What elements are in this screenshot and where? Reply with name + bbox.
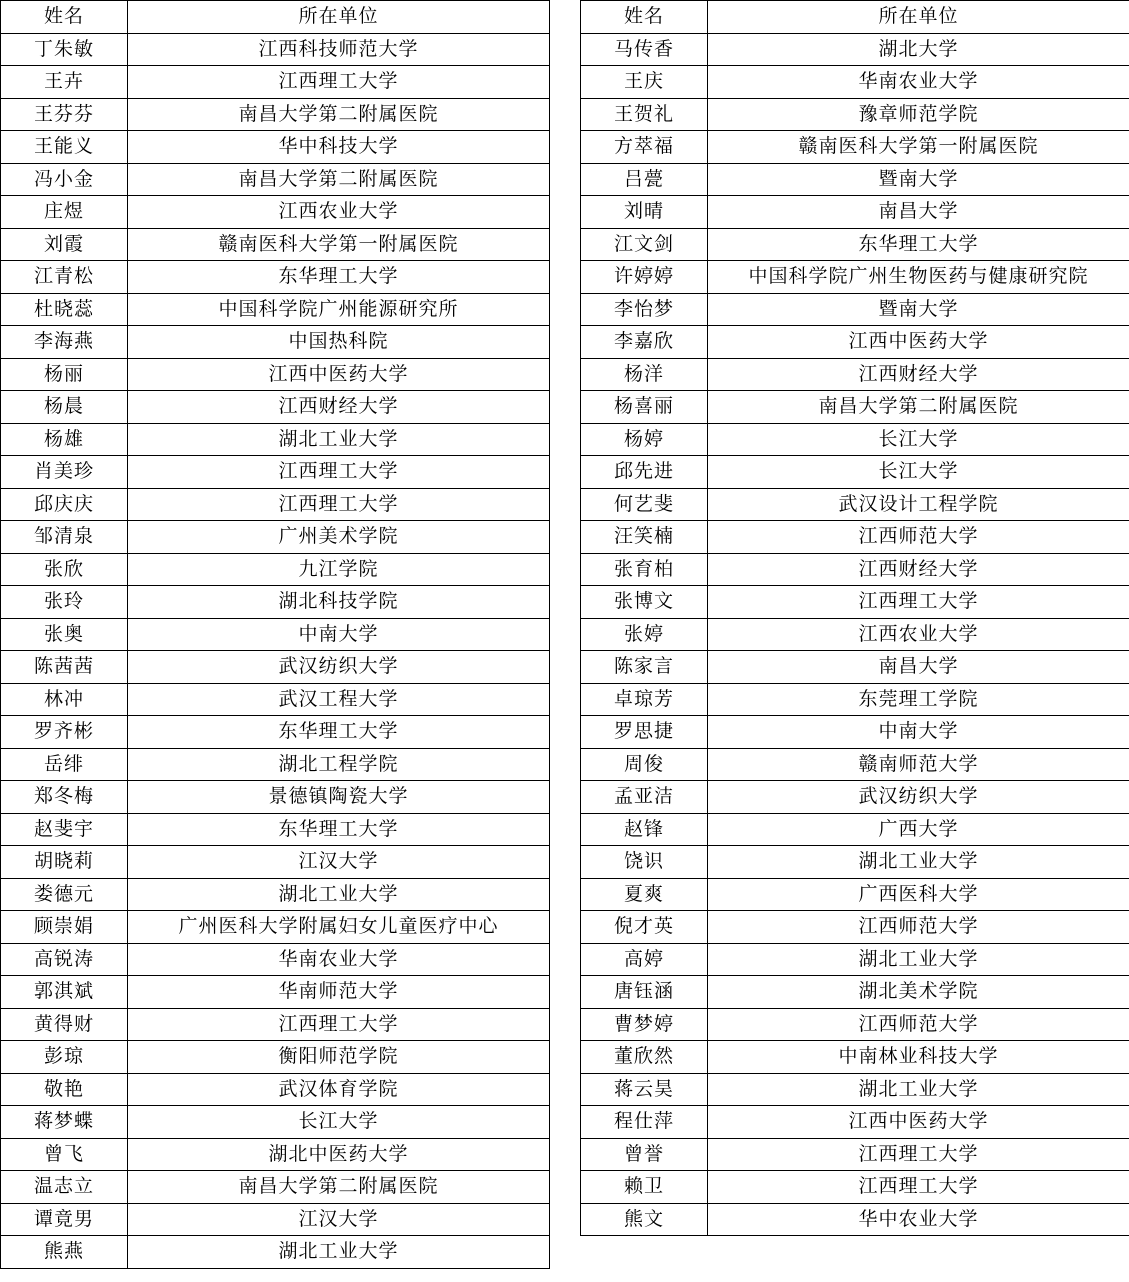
table-row — [1, 1106, 550, 1139]
header-row — [1, 1, 550, 34]
person-name-cell: 林冲 — [1, 683, 128, 716]
table-row — [581, 261, 1129, 294]
affiliation-cell: 东华理工大学 — [708, 228, 1129, 261]
person-name-cell: 吕甍 — [581, 163, 708, 196]
table-row — [1, 423, 550, 456]
person-name-cell: 刘霞 — [1, 228, 128, 261]
person-name-cell: 方萃福 — [581, 131, 708, 164]
person-name-cell: 饶识 — [581, 846, 708, 879]
affiliation-cell: 南昌大学 — [708, 196, 1129, 229]
table-row — [1, 683, 550, 716]
person-name-cell: 倪才英 — [581, 911, 708, 944]
affiliation-cell: 景德镇陶瓷大学 — [128, 781, 550, 814]
person-name-cell: 杨婷 — [581, 423, 708, 456]
affiliation-cell: 江汉大学 — [128, 1203, 550, 1236]
affiliation-cell: 湖北中医药大学 — [128, 1138, 550, 1171]
affiliation-cell: 南昌大学第二附属医院 — [128, 98, 550, 131]
affiliation-cell: 江西理工大学 — [708, 586, 1129, 619]
table-row — [581, 911, 1129, 944]
affiliation-cell: 广州医科大学附属妇女儿童医疗中心 — [128, 911, 550, 944]
affiliation-cell: 南昌大学第二附属医院 — [128, 163, 550, 196]
header-row — [581, 1, 1129, 34]
table-row — [1, 33, 550, 66]
person-name-cell: 邱先进 — [581, 456, 708, 489]
table-row — [1, 66, 550, 99]
person-name-cell: 庄煜 — [1, 196, 128, 229]
affiliation-cell: 湖北工业大学 — [708, 1073, 1129, 1106]
affiliation-cell: 中国科学院广州能源研究所 — [128, 293, 550, 326]
table-row — [1, 748, 550, 781]
affiliation-cell: 江西中医药大学 — [128, 358, 550, 391]
table-row — [581, 846, 1129, 879]
table-row — [1, 553, 550, 586]
person-name-cell: 李怡梦 — [581, 293, 708, 326]
person-name-cell: 夏爽 — [581, 878, 708, 911]
affiliation-cell: 湖北美术学院 — [708, 976, 1129, 1009]
table-row — [1, 358, 550, 391]
affiliation-cell: 湖北工业大学 — [128, 1236, 550, 1269]
table-row — [1, 781, 550, 814]
person-name-cell: 何艺斐 — [581, 488, 708, 521]
person-name-cell: 王庆 — [581, 66, 708, 99]
affiliation-cell: 中国科学院广州生物医药与健康研究院 — [708, 261, 1129, 294]
table-row — [1, 846, 550, 879]
affiliation-cell: 江西理工大学 — [708, 1138, 1129, 1171]
affiliation-cell: 中国热科院 — [128, 326, 550, 359]
person-name-cell: 杨喜丽 — [581, 391, 708, 424]
affiliation-cell: 江西中医药大学 — [708, 1106, 1129, 1139]
unit-column-header: 所在单位 — [708, 1, 1129, 34]
table-row — [1, 716, 550, 749]
affiliation-cell: 赣南医科大学第一附属医院 — [708, 131, 1129, 164]
person-name-cell: 张婷 — [581, 618, 708, 651]
affiliation-cell: 武汉设计工程学院 — [708, 488, 1129, 521]
person-name-cell: 王能义 — [1, 131, 128, 164]
person-name-cell: 高锐涛 — [1, 943, 128, 976]
person-name-cell: 杜晓蕊 — [1, 293, 128, 326]
affiliation-cell: 江汉大学 — [128, 846, 550, 879]
person-name-cell: 杨洋 — [581, 358, 708, 391]
left-roster-table — [0, 0, 550, 1269]
table-row — [581, 748, 1129, 781]
table-row — [581, 521, 1129, 554]
person-name-cell: 温志立 — [1, 1171, 128, 1204]
affiliation-cell: 湖北工业大学 — [128, 423, 550, 456]
table-row — [581, 131, 1129, 164]
affiliation-cell: 东华理工大学 — [128, 261, 550, 294]
affiliation-cell: 江西农业大学 — [128, 196, 550, 229]
unit-column-header: 所在单位 — [128, 1, 550, 34]
table-row — [1, 813, 550, 846]
table-row — [581, 943, 1129, 976]
table-row — [581, 651, 1129, 684]
affiliation-cell: 江西科技师范大学 — [128, 33, 550, 66]
affiliation-cell: 广州美术学院 — [128, 521, 550, 554]
affiliation-cell: 华南农业大学 — [708, 66, 1129, 99]
table-row — [1, 293, 550, 326]
table-row — [581, 1203, 1129, 1236]
person-name-cell: 孟亚洁 — [581, 781, 708, 814]
table-row — [581, 1073, 1129, 1106]
person-name-cell: 罗齐彬 — [1, 716, 128, 749]
affiliation-cell: 东华理工大学 — [128, 813, 550, 846]
table-row — [581, 326, 1129, 359]
affiliation-cell: 华中农业大学 — [708, 1203, 1129, 1236]
affiliation-cell: 江西理工大学 — [708, 1171, 1129, 1204]
person-name-cell: 罗思捷 — [581, 716, 708, 749]
affiliation-cell: 湖北工程学院 — [128, 748, 550, 781]
person-name-cell: 刘晴 — [581, 196, 708, 229]
person-name-cell: 丁朱敏 — [1, 33, 128, 66]
table-row — [581, 1008, 1129, 1041]
person-name-cell: 张博文 — [581, 586, 708, 619]
table-row — [581, 878, 1129, 911]
person-name-cell: 江青松 — [1, 261, 128, 294]
affiliation-cell: 湖北工业大学 — [708, 943, 1129, 976]
person-name-cell: 王贺礼 — [581, 98, 708, 131]
affiliation-cell: 赣南医科大学第一附属医院 — [128, 228, 550, 261]
table-row — [581, 488, 1129, 521]
affiliation-cell: 暨南大学 — [708, 293, 1129, 326]
table-row — [1, 488, 550, 521]
table-row — [1, 651, 550, 684]
affiliation-cell: 江西师范大学 — [708, 1008, 1129, 1041]
person-name-cell: 曾誉 — [581, 1138, 708, 1171]
table-row — [581, 196, 1129, 229]
person-name-cell: 邱庆庆 — [1, 488, 128, 521]
table-row — [1, 98, 550, 131]
table-row — [1, 911, 550, 944]
affiliation-cell: 南昌大学第二附属医院 — [708, 391, 1129, 424]
table-row — [581, 358, 1129, 391]
table-row — [1, 391, 550, 424]
affiliation-cell: 暨南大学 — [708, 163, 1129, 196]
affiliation-cell: 湖北科技学院 — [128, 586, 550, 619]
affiliation-cell: 江西师范大学 — [708, 911, 1129, 944]
person-name-cell: 顾崇娟 — [1, 911, 128, 944]
person-name-cell: 汪笑楠 — [581, 521, 708, 554]
person-name-cell: 李海燕 — [1, 326, 128, 359]
affiliation-cell: 江西财经大学 — [128, 391, 550, 424]
right-roster-table — [580, 0, 1129, 1236]
table-row — [1, 878, 550, 911]
affiliation-cell: 长江大学 — [128, 1106, 550, 1139]
affiliation-cell: 江西理工大学 — [128, 488, 550, 521]
affiliation-cell: 九江学院 — [128, 553, 550, 586]
affiliation-cell: 豫章师范学院 — [708, 98, 1129, 131]
person-name-cell: 程仕萍 — [581, 1106, 708, 1139]
person-name-cell: 赖卫 — [581, 1171, 708, 1204]
table-row — [1, 618, 550, 651]
person-name-cell: 赵锋 — [581, 813, 708, 846]
person-name-cell: 陈茜茜 — [1, 651, 128, 684]
person-name-cell: 杨丽 — [1, 358, 128, 391]
affiliation-cell: 中南林业科技大学 — [708, 1041, 1129, 1074]
table-row — [1, 1138, 550, 1171]
person-name-cell: 卓琼芳 — [581, 683, 708, 716]
affiliation-cell: 东华理工大学 — [128, 716, 550, 749]
affiliation-cell: 武汉纺织大学 — [708, 781, 1129, 814]
person-name-cell: 曹梦婷 — [581, 1008, 708, 1041]
person-name-cell: 肖美珍 — [1, 456, 128, 489]
person-name-cell: 张奥 — [1, 618, 128, 651]
affiliation-cell: 华中科技大学 — [128, 131, 550, 164]
person-name-cell: 王芬芬 — [1, 98, 128, 131]
table-row — [581, 586, 1129, 619]
affiliation-cell: 湖北工业大学 — [128, 878, 550, 911]
affiliation-cell: 湖北工业大学 — [708, 846, 1129, 879]
affiliation-cell: 武汉纺织大学 — [128, 651, 550, 684]
person-name-cell: 黄得财 — [1, 1008, 128, 1041]
affiliation-cell: 中南大学 — [708, 716, 1129, 749]
affiliation-cell: 江西理工大学 — [128, 456, 550, 489]
affiliation-cell: 武汉体育学院 — [128, 1073, 550, 1106]
affiliation-cell: 华南师范大学 — [128, 976, 550, 1009]
name-column-header: 姓名 — [1, 1, 128, 34]
affiliation-cell: 江西理工大学 — [128, 1008, 550, 1041]
table-row — [581, 813, 1129, 846]
table-row — [1, 1073, 550, 1106]
person-name-cell: 蒋梦蝶 — [1, 1106, 128, 1139]
table-row — [581, 66, 1129, 99]
person-name-cell: 杨雄 — [1, 423, 128, 456]
person-name-cell: 许婷婷 — [581, 261, 708, 294]
table-row — [1, 261, 550, 294]
table-row — [581, 1171, 1129, 1204]
name-column-header: 姓名 — [581, 1, 708, 34]
table-row — [1, 943, 550, 976]
person-name-cell: 蒋云昊 — [581, 1073, 708, 1106]
affiliation-cell: 长江大学 — [708, 423, 1129, 456]
table-row — [581, 98, 1129, 131]
table-row — [1, 1171, 550, 1204]
table-row — [581, 976, 1129, 1009]
table-row — [581, 618, 1129, 651]
table-row — [1, 1236, 550, 1269]
table-row — [581, 163, 1129, 196]
affiliation-cell: 长江大学 — [708, 456, 1129, 489]
person-name-cell: 曾飞 — [1, 1138, 128, 1171]
person-name-cell: 娄德元 — [1, 878, 128, 911]
person-name-cell: 周俊 — [581, 748, 708, 781]
affiliation-cell: 江西师范大学 — [708, 521, 1129, 554]
table-row — [1, 1041, 550, 1074]
table-row — [581, 423, 1129, 456]
person-name-cell: 熊文 — [581, 1203, 708, 1236]
affiliation-cell: 湖北大学 — [708, 33, 1129, 66]
person-name-cell: 陈家言 — [581, 651, 708, 684]
table-row — [1, 521, 550, 554]
affiliation-cell: 江西农业大学 — [708, 618, 1129, 651]
person-name-cell: 李嘉欣 — [581, 326, 708, 359]
table-row — [1, 976, 550, 1009]
person-name-cell: 张欣 — [1, 553, 128, 586]
table-row — [1, 326, 550, 359]
table-row — [581, 1138, 1129, 1171]
person-name-cell: 杨晨 — [1, 391, 128, 424]
person-name-cell: 董欣然 — [581, 1041, 708, 1074]
affiliation-cell: 武汉工程大学 — [128, 683, 550, 716]
table-row — [581, 1041, 1129, 1074]
table-row — [581, 391, 1129, 424]
person-name-cell: 马传香 — [581, 33, 708, 66]
table-row — [1, 131, 550, 164]
table-row — [581, 293, 1129, 326]
affiliation-cell: 南昌大学第二附属医院 — [128, 1171, 550, 1204]
person-name-cell: 郑冬梅 — [1, 781, 128, 814]
affiliation-cell: 江西财经大学 — [708, 358, 1129, 391]
affiliation-cell: 南昌大学 — [708, 651, 1129, 684]
person-name-cell: 张玲 — [1, 586, 128, 619]
person-name-cell: 张育柏 — [581, 553, 708, 586]
table-row — [581, 456, 1129, 489]
person-name-cell: 郭淇斌 — [1, 976, 128, 1009]
affiliation-cell: 广西大学 — [708, 813, 1129, 846]
affiliation-cell: 江西财经大学 — [708, 553, 1129, 586]
table-row — [1, 228, 550, 261]
table-row — [1, 586, 550, 619]
person-name-cell: 江文剑 — [581, 228, 708, 261]
table-row — [1, 1008, 550, 1041]
person-name-cell: 高婷 — [581, 943, 708, 976]
table-row — [581, 228, 1129, 261]
table-row — [581, 33, 1129, 66]
person-name-cell: 胡晓莉 — [1, 846, 128, 879]
affiliation-cell: 广西医科大学 — [708, 878, 1129, 911]
affiliation-cell: 衡阳师范学院 — [128, 1041, 550, 1074]
person-name-cell: 岳绯 — [1, 748, 128, 781]
person-name-cell: 唐钰涵 — [581, 976, 708, 1009]
person-name-cell: 邹清泉 — [1, 521, 128, 554]
table-row — [1, 163, 550, 196]
affiliation-cell: 江西中医药大学 — [708, 326, 1129, 359]
person-name-cell: 赵斐宇 — [1, 813, 128, 846]
table-row — [1, 456, 550, 489]
affiliation-cell: 赣南师范大学 — [708, 748, 1129, 781]
person-name-cell: 熊燕 — [1, 1236, 128, 1269]
person-name-cell: 彭琼 — [1, 1041, 128, 1074]
affiliation-cell: 江西理工大学 — [128, 66, 550, 99]
table-row — [581, 716, 1129, 749]
affiliation-cell: 华南农业大学 — [128, 943, 550, 976]
person-name-cell: 冯小金 — [1, 163, 128, 196]
table-row — [581, 781, 1129, 814]
person-name-cell: 王卉 — [1, 66, 128, 99]
table-row — [581, 683, 1129, 716]
table-row — [581, 1106, 1129, 1139]
table-row — [581, 553, 1129, 586]
affiliation-cell: 东莞理工学院 — [708, 683, 1129, 716]
table-row — [1, 196, 550, 229]
affiliation-cell: 中南大学 — [128, 618, 550, 651]
table-row — [1, 1203, 550, 1236]
person-name-cell: 谭竟男 — [1, 1203, 128, 1236]
person-name-cell: 敬艳 — [1, 1073, 128, 1106]
